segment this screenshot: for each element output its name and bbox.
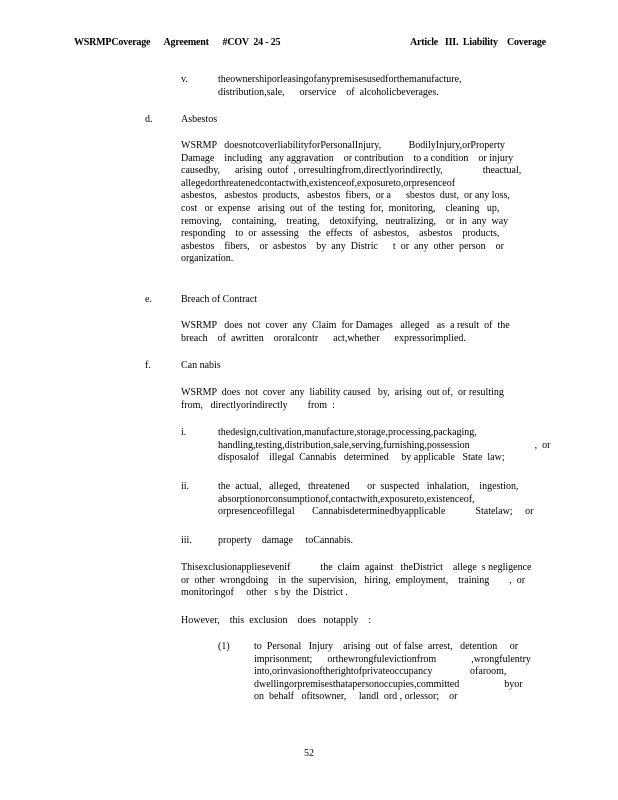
header-right: Article III. Liability Coverage [410, 37, 546, 48]
section-f-marker: f. [145, 360, 151, 371]
text-line: cost or expense arising out of the testing for, monitoring, cleaning up, [181, 202, 500, 214]
text-line: WSRMP does not cover any Claim for Damages alleged as a result of the [181, 320, 510, 331]
text-line: imprisonment; orthewrongfulevictionfrom ,wrongfulentry [254, 653, 531, 665]
text-line: breach of awritten ororalcontr act,whether expressorimplied. [181, 332, 466, 344]
text-line: to Personal Injury arising out of false arrest, detention or [254, 641, 519, 652]
text-line: theownershiporleasingofanypremisesusedforthemanufacture, [218, 74, 462, 85]
section-f-heading: Can nabis [181, 360, 221, 371]
text-line: organization. [181, 253, 234, 265]
item-ii-text [218, 481, 533, 519]
text-line: into,orinvasionoftherightofprivateoccupancy ofaroom, [254, 666, 507, 678]
sub-item-1-text [254, 641, 531, 704]
text-line: dwellingorpremisesthatapersonoccupies,committed byor [254, 678, 523, 690]
text-line: on behalf ofitsowner, landl ord , orlessor; or [254, 691, 458, 703]
text-line: distribution,sale, orservice of alcoholicbeverages. [218, 86, 439, 98]
text-line: WSRMP does not cover any liability caused by, arising out of, or resulting [181, 387, 504, 398]
section-f-intro [181, 387, 504, 412]
text-line: the actual, alleged, threatened or suspected inhalation, ingestion, [218, 481, 519, 492]
item-iii-text [218, 535, 353, 548]
text-line: from, directlyorindirectly from : [181, 399, 335, 411]
however-line [181, 615, 371, 628]
text-line: asbestos fibers, or asbestos by any Distric t or any other person or [181, 240, 504, 252]
text-line: thedesign,cultivation,manufacture,storage,processing,packaging, [218, 427, 477, 438]
text-line: disposalof illegal Cannabis determined by applicable State law; [218, 452, 505, 464]
text-line: absorptionorconsumptionof,contactwith,exposureto,existenceof, [218, 493, 475, 505]
text-line: asbestos, asbestos products, asbestos fibers, or a sbestos dust, or any loss, [181, 190, 510, 202]
section-d-paragraph [181, 140, 521, 266]
sub-item-1-marker: (1) [218, 641, 230, 652]
text-line: allegedorthreatenedcontactwith,existenceof,exposureto,orpresenceof [181, 177, 456, 189]
text-line: However, this exclusion does notapply : [181, 615, 372, 626]
text-line: WSRMP doesnotcoverliabilityforPersonalInjury, BodilyInjury,orProperty [181, 140, 505, 151]
item-i-marker: i. [181, 427, 187, 438]
text-line: property damage toCannabis. [218, 535, 353, 546]
text-line: orpresenceofillegal Cannabisdeterminedbyapplicable Statelaw; or [218, 506, 534, 518]
item-i-text [218, 427, 550, 465]
exclusion-paragraph [181, 562, 531, 600]
section-e-heading: Breach of Contract [181, 294, 258, 305]
text-line: causedby, arising outof , orresultingfrom,directlyorindirectly, theactual, [181, 165, 522, 177]
header-left: WSRMPCoverage Agreement #COV 24 - 25 [74, 37, 281, 48]
page-number: 52 [304, 748, 314, 759]
section-e-marker: e. [145, 294, 152, 305]
item-v-text [218, 74, 462, 99]
section-d-marker: d. [145, 114, 153, 125]
text-line: handling,testing,distribution,sale,serving,furnishing,possession , or [218, 439, 551, 451]
item-ii-marker: ii. [181, 481, 190, 492]
text-line: monitoringof other s by the District . [181, 587, 348, 599]
text-line: responding to or assessing the effects of asbestos, asbestos products, [181, 228, 500, 240]
item-iii-marker: iii. [181, 535, 192, 546]
section-e-paragraph [181, 320, 510, 345]
text-line: removing, containing, treating, detoxifying, neutralizing, or in any way [181, 215, 509, 227]
text-line: Damage including any aggravation or contribution to a condition or injury [181, 152, 514, 164]
section-d-heading: Asbestos [181, 114, 218, 125]
text-line: Thisexclusionappliesevenif the claim against theDistrict allege s negligence [181, 562, 532, 573]
text-line: or other wrongdoing in the supervision, hiring, employment, training , or [181, 574, 526, 586]
item-v-marker: v. [181, 74, 188, 85]
